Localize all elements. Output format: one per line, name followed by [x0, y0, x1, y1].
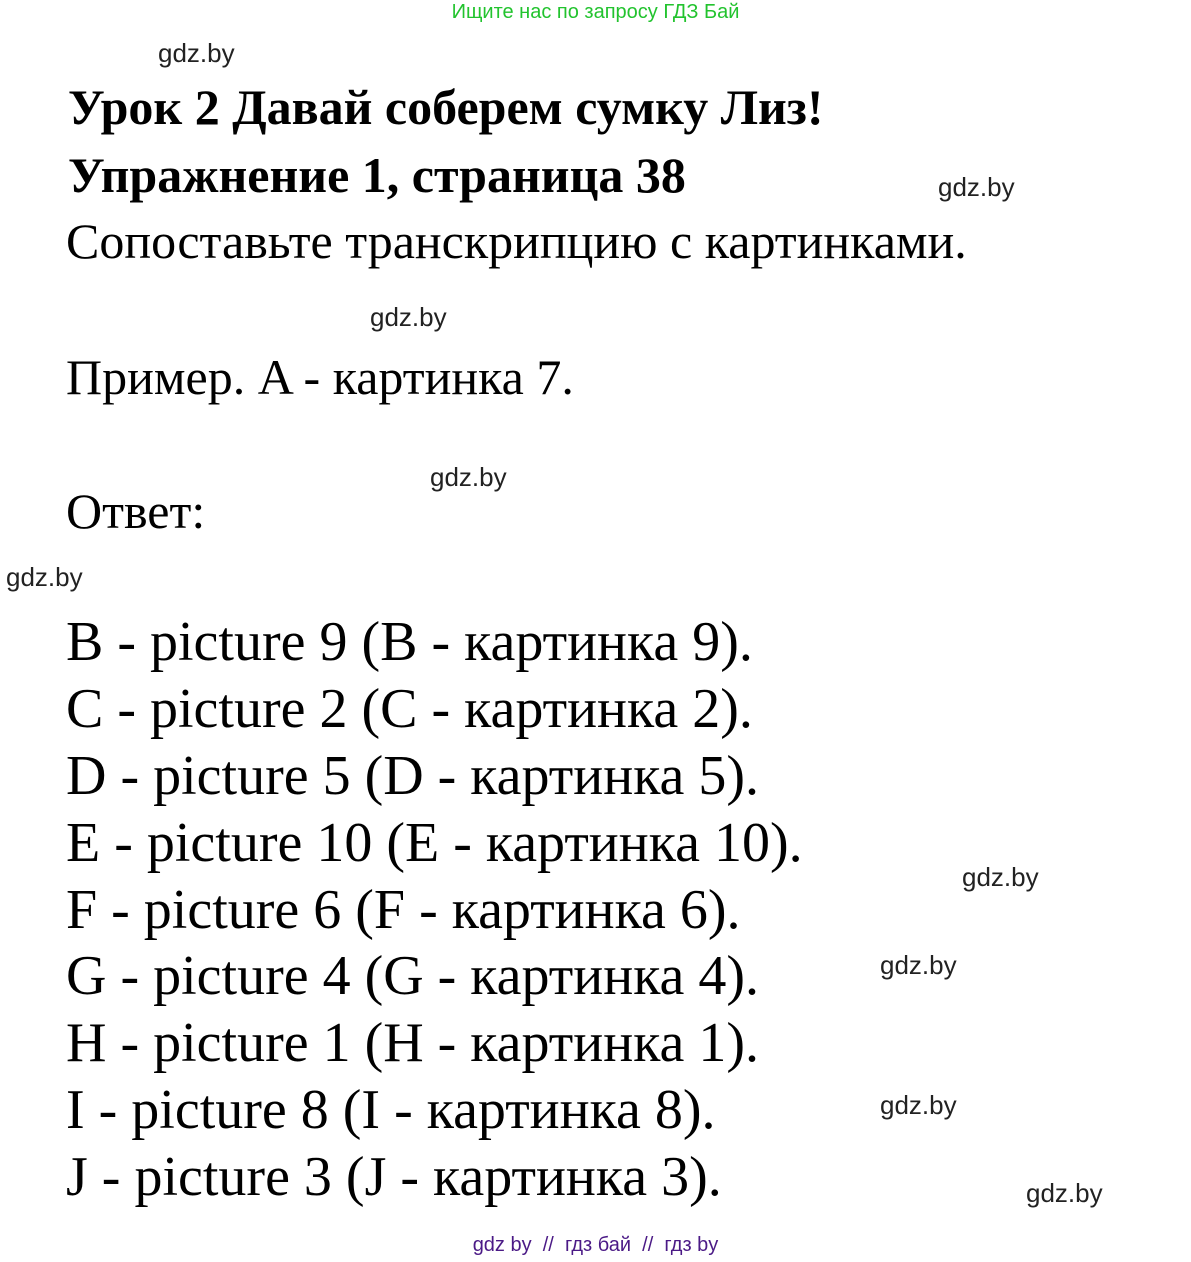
answer-label: Ответ:: [66, 483, 206, 539]
answer-line: J - picture 3 (J - картинка 3).: [66, 1146, 722, 1208]
lesson-title: Урок 2 Давай соберем сумку Лиз!: [68, 79, 824, 135]
exercise-title: Упражнение 1, страница 38: [68, 147, 686, 203]
watermark: gdz.by: [370, 302, 447, 332]
answer-line: H - picture 1 (H - картинка 1).: [66, 1012, 760, 1074]
watermark: gdz.by: [962, 862, 1039, 892]
answer-line: G - picture 4 (G - картинка 4).: [66, 945, 760, 1007]
footer-links[interactable]: gdz by // гдз бай // гдз by: [472, 1234, 719, 1256]
watermark: gdz.by: [158, 38, 235, 68]
watermark: gdz.by: [880, 1090, 957, 1120]
answer-line: C - picture 2 (C - картинка 2).: [66, 678, 753, 740]
answer-line: F - picture 6 (F - картинка 6).: [66, 879, 741, 941]
header-banner[interactable]: Ищите нас по запросу ГДЗ Бай: [451, 1, 740, 23]
watermark: gdz.by: [6, 562, 83, 592]
watermark: gdz.by: [1026, 1178, 1103, 1208]
instruction: Сопоставьте транскрипцию с картинками.: [66, 213, 967, 269]
answer-line: E - picture 10 (E - картинка 10).: [66, 812, 803, 874]
example: Пример. A - картинка 7.: [66, 349, 574, 405]
watermark: gdz.by: [880, 950, 957, 980]
answer-line: B - picture 9 (B - картинка 9).: [66, 611, 753, 673]
watermark: gdz.by: [938, 172, 1015, 202]
watermark: gdz.by: [430, 462, 507, 492]
answer-line: I - picture 8 (I - картинка 8).: [66, 1079, 716, 1141]
answer-line: D - picture 5 (D - картинка 5).: [66, 745, 760, 807]
